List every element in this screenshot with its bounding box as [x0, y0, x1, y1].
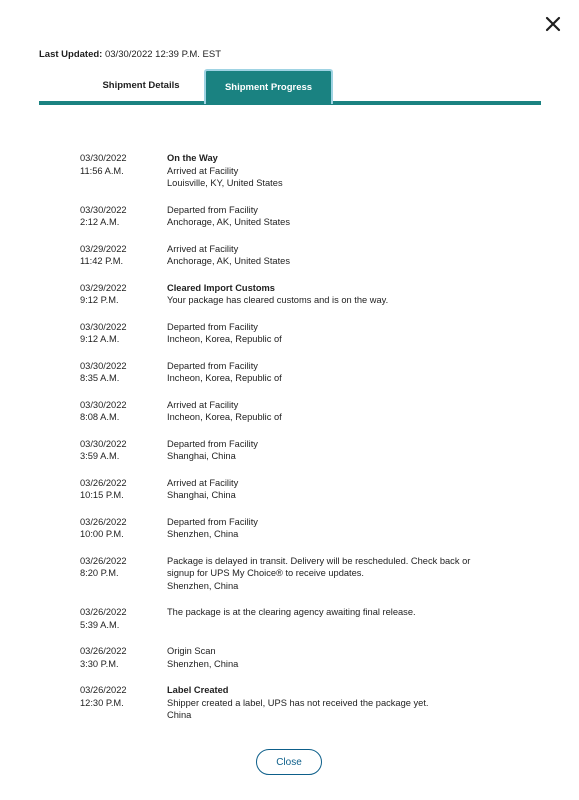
activity-row	[80, 282, 520, 307]
activity-date: 03/26/2022	[80, 685, 127, 695]
shipment-progress-list	[80, 152, 520, 736]
activity-datetime	[80, 555, 167, 593]
activity-detail: Departed from Facility	[167, 516, 258, 527]
activity-date: 03/30/2022	[80, 204, 127, 215]
activity-detail: Shenzhen, China	[167, 658, 239, 669]
activity-date: 03/26/2022	[80, 516, 127, 527]
activity-row	[80, 645, 520, 670]
activity-row	[80, 516, 520, 541]
activity-date: 03/29/2022	[80, 243, 127, 254]
activity-datetime	[80, 243, 167, 268]
activity-row	[80, 360, 520, 385]
activity-detail: Package is delayed in transit. Delivery will be rescheduled. Check back or signup for UPS My Choice® to receive updates.	[167, 555, 471, 578]
activity-time: 11:56 A.M.	[80, 165, 124, 176]
activity-detail: Arrived at Facility	[167, 477, 239, 488]
activity-detail: Departed from Facility	[167, 438, 258, 449]
activity-detail: Origin Scan	[167, 646, 216, 656]
activity-detail: The package is at the clearing agency awaiting final release.	[167, 607, 416, 617]
activity-detail: Louisville, KY, United States	[167, 178, 283, 188]
activity-detail: Departed from Facility	[167, 321, 258, 332]
activity-row	[80, 243, 520, 268]
activity-date: 03/30/2022	[80, 360, 127, 371]
last-updated-value: 03/30/2022 12:39 P.M. EST	[104, 49, 222, 60]
activity-detail: Shenzhen, China	[167, 580, 239, 591]
activity-datetime	[80, 282, 167, 307]
activity-detail: Shipper created a label, UPS has not received the package yet.	[167, 697, 429, 708]
activity-time: 2:12 A.M.	[80, 217, 120, 227]
activity-date: 03/30/2022	[80, 321, 127, 332]
activity-time: 3:59 A.M.	[80, 451, 120, 461]
activity-row	[80, 606, 520, 631]
activity-time: 11:42 P.M.	[80, 256, 124, 266]
activity-time: 10:15 P.M.	[80, 490, 124, 500]
activity-detail: Shanghai, China	[167, 490, 236, 500]
activity-date: 03/26/2022	[80, 607, 127, 617]
activity-detail: Arrived at Facility	[167, 243, 239, 254]
activity-row	[80, 555, 520, 593]
activity-status: Label Created	[167, 685, 229, 695]
activity-detail: Incheon, Korea, Republic of	[167, 334, 282, 344]
activity-info	[167, 606, 520, 631]
activity-datetime	[80, 152, 167, 190]
activity-date: 03/29/2022	[80, 282, 127, 293]
activity-info	[167, 555, 520, 593]
activity-date: 03/26/2022	[80, 646, 127, 656]
tab-shipment-progress[interactable]: Shipment Progress	[204, 69, 333, 104]
activity-status: On the Way	[167, 153, 218, 163]
activity-row	[80, 684, 520, 722]
activity-detail: Shanghai, China	[167, 451, 236, 461]
activity-row	[80, 399, 520, 424]
activity-time: 9:12 A.M.	[80, 334, 120, 344]
activity-detail: Departed from Facility	[167, 204, 258, 215]
activity-info	[167, 321, 520, 346]
activity-info	[167, 645, 520, 670]
activity-info	[167, 243, 520, 268]
activity-time: 3:30 P.M.	[80, 658, 119, 669]
activity-info	[167, 152, 520, 190]
activity-info	[167, 399, 520, 424]
activity-detail: Your package has cleared customs and is on the way.	[167, 295, 389, 305]
activity-datetime	[80, 360, 167, 385]
activity-datetime	[80, 438, 167, 463]
activity-datetime	[80, 645, 167, 670]
activity-datetime	[80, 321, 167, 346]
activity-time: 8:35 A.M.	[80, 373, 120, 383]
activity-date: 03/26/2022	[80, 477, 127, 488]
activity-status: Cleared Import Customs	[167, 282, 275, 293]
activity-detail: Departed from Facility	[167, 360, 258, 371]
activity-datetime	[80, 204, 167, 229]
activity-date: 03/30/2022	[80, 399, 127, 410]
activity-detail: Incheon, Korea, Republic of	[167, 412, 282, 422]
activity-datetime	[80, 516, 167, 541]
activity-info	[167, 282, 520, 307]
activity-row	[80, 204, 520, 229]
activity-time: 12:30 P.M.	[80, 697, 124, 708]
activity-detail: Arrived at Facility	[167, 165, 239, 176]
activity-date: 03/30/2022	[80, 438, 127, 449]
close-icon[interactable]	[543, 14, 563, 34]
activity-info	[167, 204, 520, 229]
activity-time: 5:39 A.M.	[80, 619, 120, 630]
activity-row	[80, 152, 520, 190]
activity-datetime	[80, 684, 167, 722]
last-updated	[39, 49, 221, 60]
tab-bar	[39, 69, 541, 105]
activity-info	[167, 438, 520, 463]
activity-detail: Incheon, Korea, Republic of	[167, 373, 282, 383]
activity-datetime	[80, 477, 167, 502]
activity-detail: Anchorage, AK, United States	[167, 256, 291, 266]
activity-detail: Arrived at Facility	[167, 399, 239, 410]
activity-detail: Shenzhen, China	[167, 529, 239, 539]
activity-date: 03/26/2022	[80, 555, 127, 566]
close-button[interactable]: Close	[256, 749, 322, 775]
activity-datetime	[80, 399, 167, 424]
tab-shipment-details[interactable]: Shipment Details	[102, 80, 180, 91]
activity-time: 8:20 P.M.	[80, 568, 119, 578]
activity-info	[167, 360, 520, 385]
activity-info	[167, 684, 520, 722]
activity-row	[80, 477, 520, 502]
activity-row	[80, 438, 520, 463]
activity-datetime	[80, 606, 167, 631]
activity-row	[80, 321, 520, 346]
activity-info	[167, 477, 520, 502]
activity-detail: Anchorage, AK, United States	[167, 217, 291, 227]
activity-time: 9:12 P.M.	[80, 295, 119, 305]
activity-time: 10:00 P.M.	[80, 529, 124, 539]
activity-date: 03/30/2022	[80, 153, 127, 163]
activity-time: 8:08 A.M.	[80, 412, 120, 422]
last-updated-label: Last Updated:	[39, 49, 103, 60]
activity-detail: China	[167, 710, 192, 720]
activity-info	[167, 516, 520, 541]
